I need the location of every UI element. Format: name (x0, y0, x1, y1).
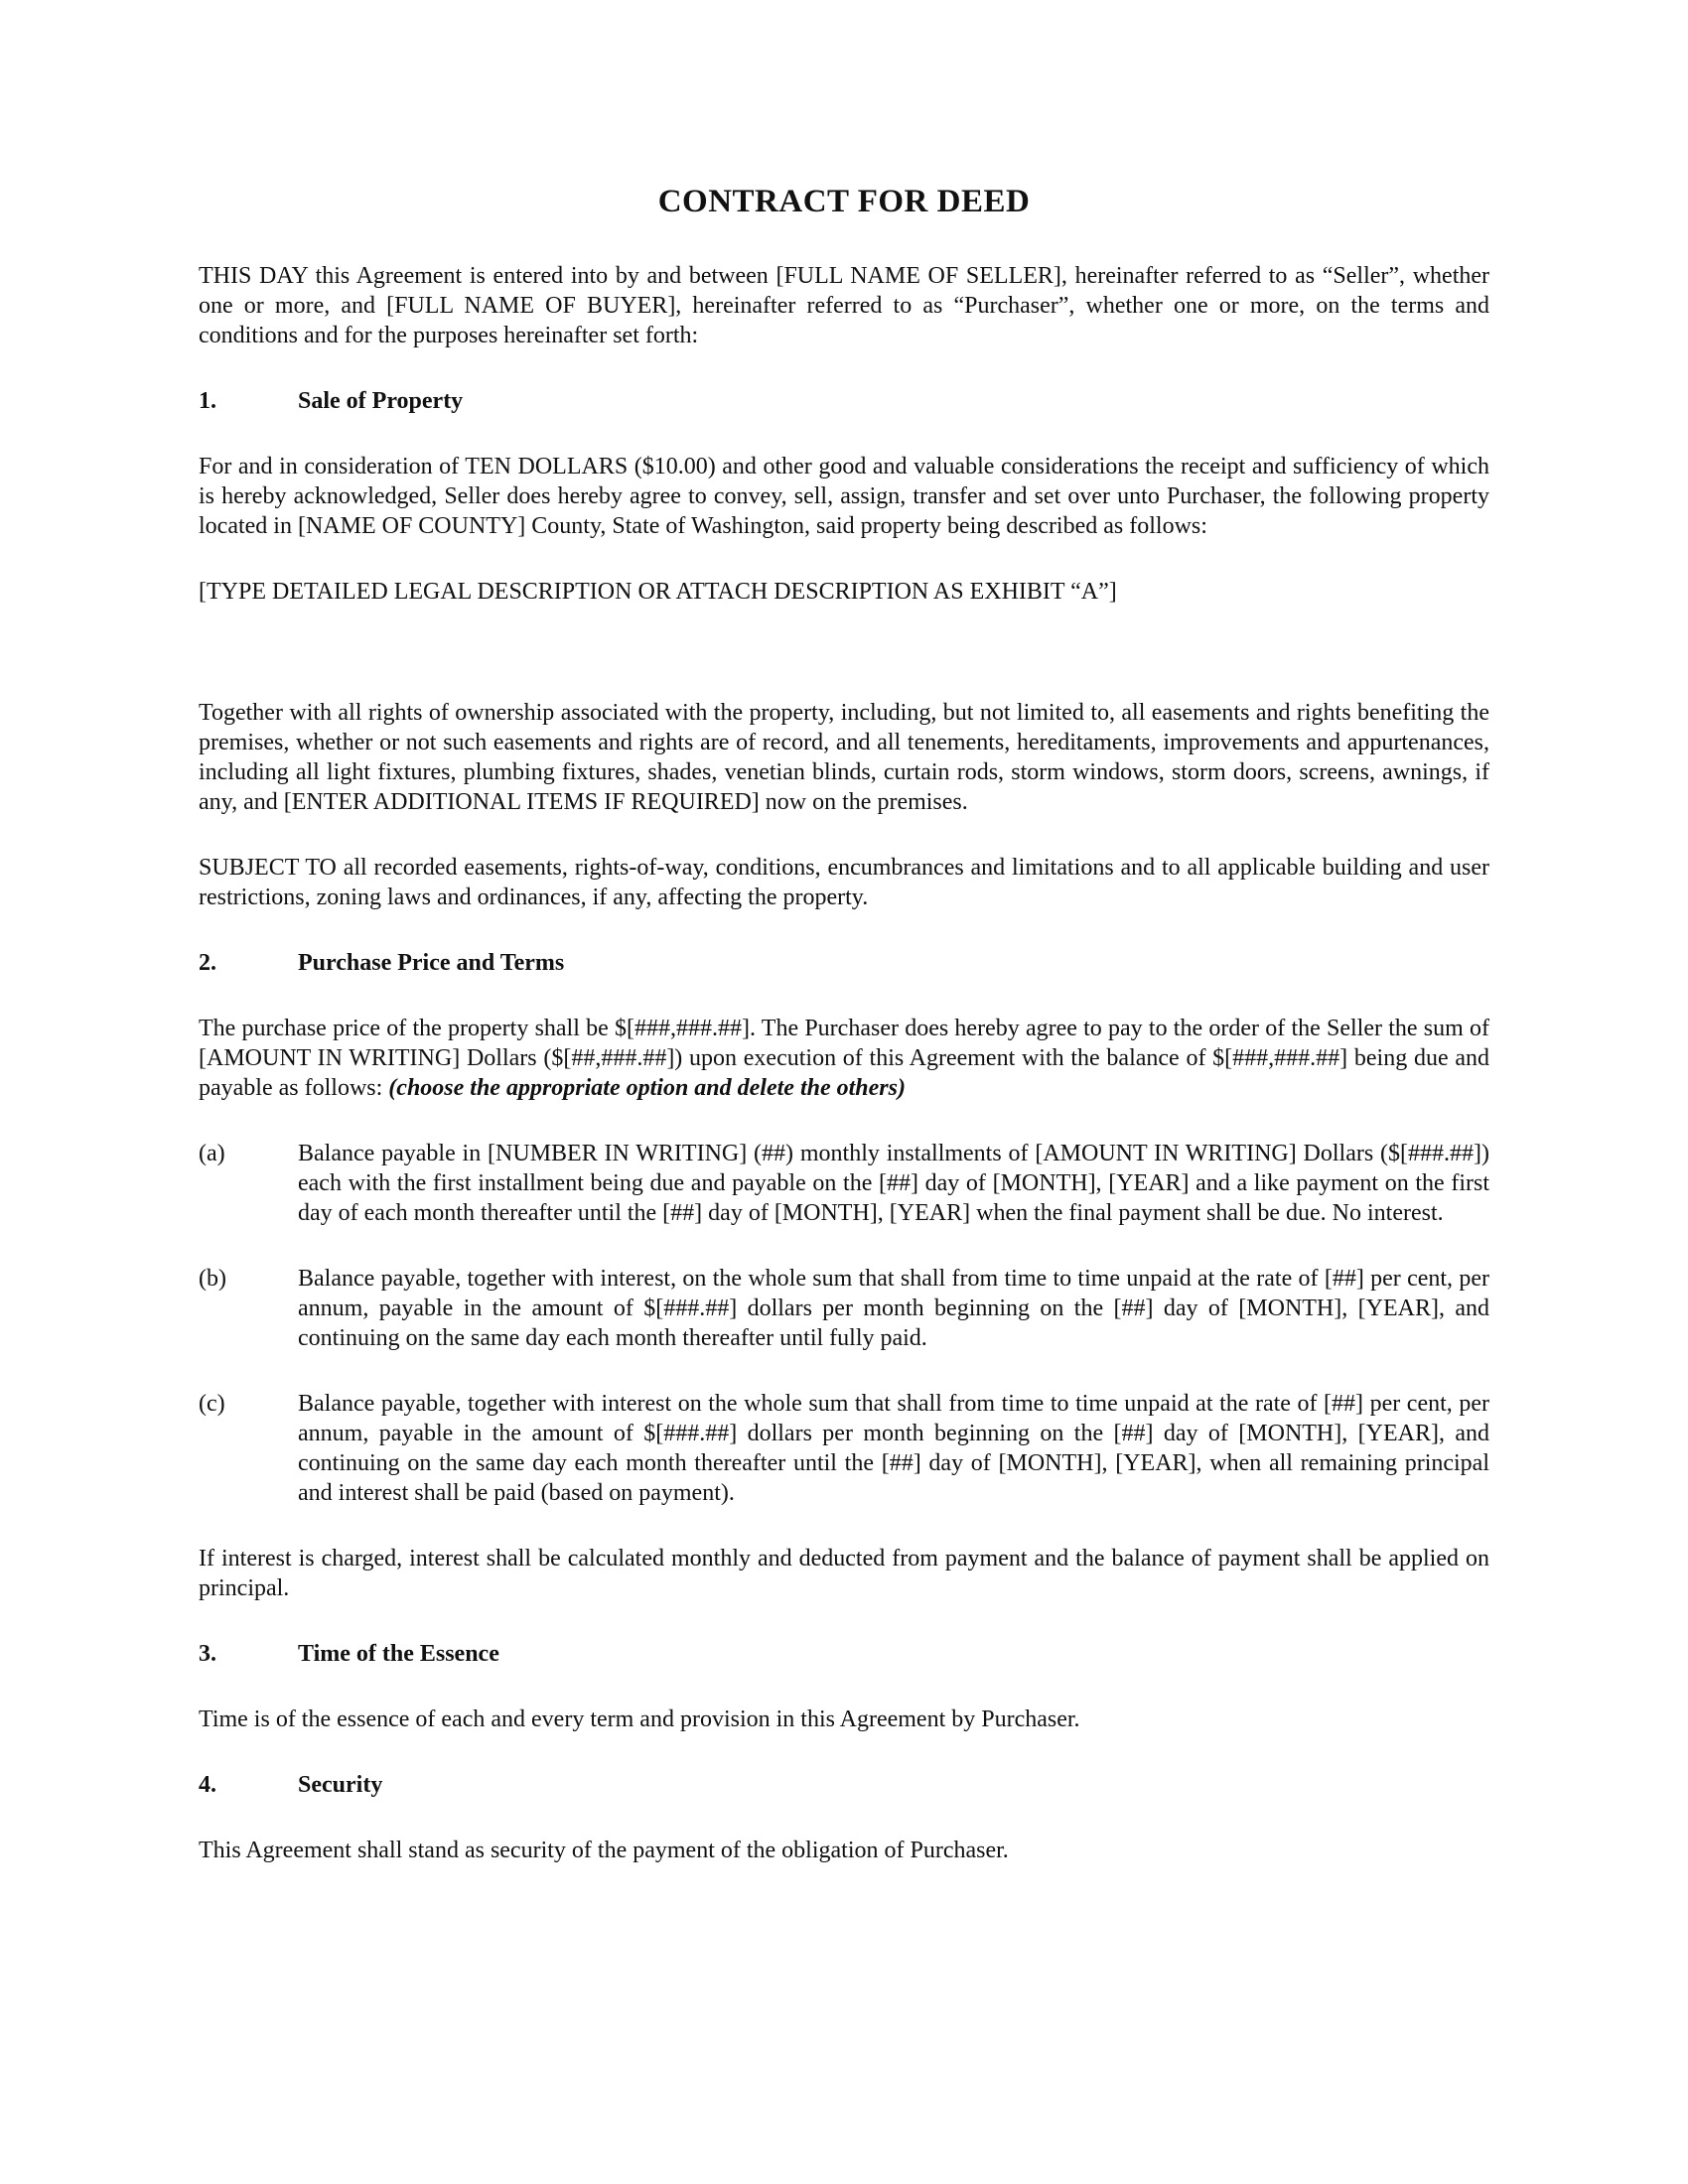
option-a-label: (a) (199, 1141, 225, 1166)
option-c-text: Balance payable, together with interest on the whole sum that shall from time to time unpaid at the rate of [##] per cent, per annum, payable in the amount of $[###.##] dollars per month beginning on the [##] day of [MONTH], [YEAR], and continuing on the same day each month thereafter until the [##] day of [MONTH], [YEAR], when all remaining principal and interest shall be paid (based on payment). (298, 1391, 1489, 1506)
section-4-title: Security (298, 1772, 383, 1798)
section-2-number: 2. (199, 950, 216, 976)
section-4-heading (199, 1770, 1489, 1800)
section-1-number: 1. (199, 388, 216, 414)
section-1-heading (199, 386, 1489, 416)
purchase-price-paragraph (199, 1014, 1489, 1103)
time-of-essence-paragraph: Time is of the essence of each and every term and provision in this Agreement by Purchaser. (199, 1706, 1080, 1732)
intro-paragraph: THIS DAY this Agreement is entered into by and between [FULL NAME OF SELLER], hereinafter referred to as “Seller”, whether one or more, and [FULL NAME OF BUYER], hereinafter referred to as “Purchaser”, whether one or more, on the terms and conditions and for the purposes hereinafter set forth: (199, 263, 1489, 348)
consideration-paragraph: For and in consideration of TEN DOLLARS ($10.00) and other good and valuable considerations the receipt and sufficiency of which is hereby acknowledged, Seller does hereby agree to convey, sell, assign, transfer and set over unto Purchaser, the following property located in [NAME OF COUNTY] County, State of Washington, said property being described as follows: (199, 454, 1489, 539)
security-paragraph: This Agreement shall stand as security of the payment of the obligation of Purchaser. (199, 1838, 1009, 1863)
section-3-title: Time of the Essence (298, 1641, 499, 1667)
together-with-paragraph: Together with all rights of ownership associated with the property, including, but not limited to, all easements and rights benefiting the premises, whether or not such easements and rights are of record, and all tenements, hereditaments, improvements and appurtenances, including all light fixtures, plumbing fixtures, shades, venetian blinds, curtain rods, storm windows, storm doors, screens, awnings, if any, and [ENTER ADDITIONAL ITEMS IF REQUIRED] now on the premises. (199, 700, 1489, 815)
document-title: CONTRACT FOR DEED (657, 184, 1031, 219)
subject-to-paragraph: SUBJECT TO all recorded easements, rights-of-way, conditions, encumbrances and limitations and to all applicable building and user restrictions, zoning laws and ordinances, if any, affecting the property. (199, 855, 1489, 910)
section-3-number: 3. (199, 1641, 216, 1667)
option-item-c (199, 1389, 1489, 1508)
option-b-text: Balance payable, together with interest, on the whole sum that shall from time to time unpaid at the rate of [##] per cent, per annum, payable in the amount of $[###.##] dollars per month beginning on the [##] day of [MONTH], [YEAR], and continuing on the same day each month thereafter until fully paid. (298, 1266, 1489, 1351)
section-1-title: Sale of Property (298, 388, 464, 414)
option-b-label: (b) (199, 1266, 226, 1292)
option-note-text: (choose the appropriate option and delete the others) (388, 1075, 906, 1101)
section-2-title: Purchase Price and Terms (298, 950, 565, 976)
legal-description-placeholder: [TYPE DETAILED LEGAL DESCRIPTION OR ATTACH DESCRIPTION AS EXHIBIT “A”] (199, 579, 1117, 605)
section-4-number: 4. (199, 1772, 216, 1798)
option-item-b (199, 1264, 1489, 1353)
section-2-heading (199, 948, 1489, 978)
option-a-text: Balance payable in [NUMBER IN WRITING] (##) monthly installments of [AMOUNT IN WRITING] Dollars ($[###.##]) each with the first installment being due and payable on the [##] day of [MONTH], [YEAR] and a like payment on the first day of each month thereafter until the [##] day of [MONTH], [YEAR] when the final payment shall be due. No interest. (298, 1141, 1489, 1226)
option-item-a (199, 1139, 1489, 1228)
purchase-price-text: The purchase price of the property shall be $[###,###.##]. The Purchaser does hereby agree to pay to the order of the Seller the sum of [AMOUNT IN WRITING] Dollars ($[##,###.##]) upon execution of this Agreement with the balance of $[###,###.##] being due and payable as follows: (199, 1016, 1489, 1101)
option-c-label: (c) (199, 1391, 225, 1417)
section-3-heading (199, 1639, 1489, 1669)
interest-calculation-paragraph: If interest is charged, interest shall be calculated monthly and deducted from payment and the balance of payment shall be applied on principal. (199, 1546, 1489, 1601)
